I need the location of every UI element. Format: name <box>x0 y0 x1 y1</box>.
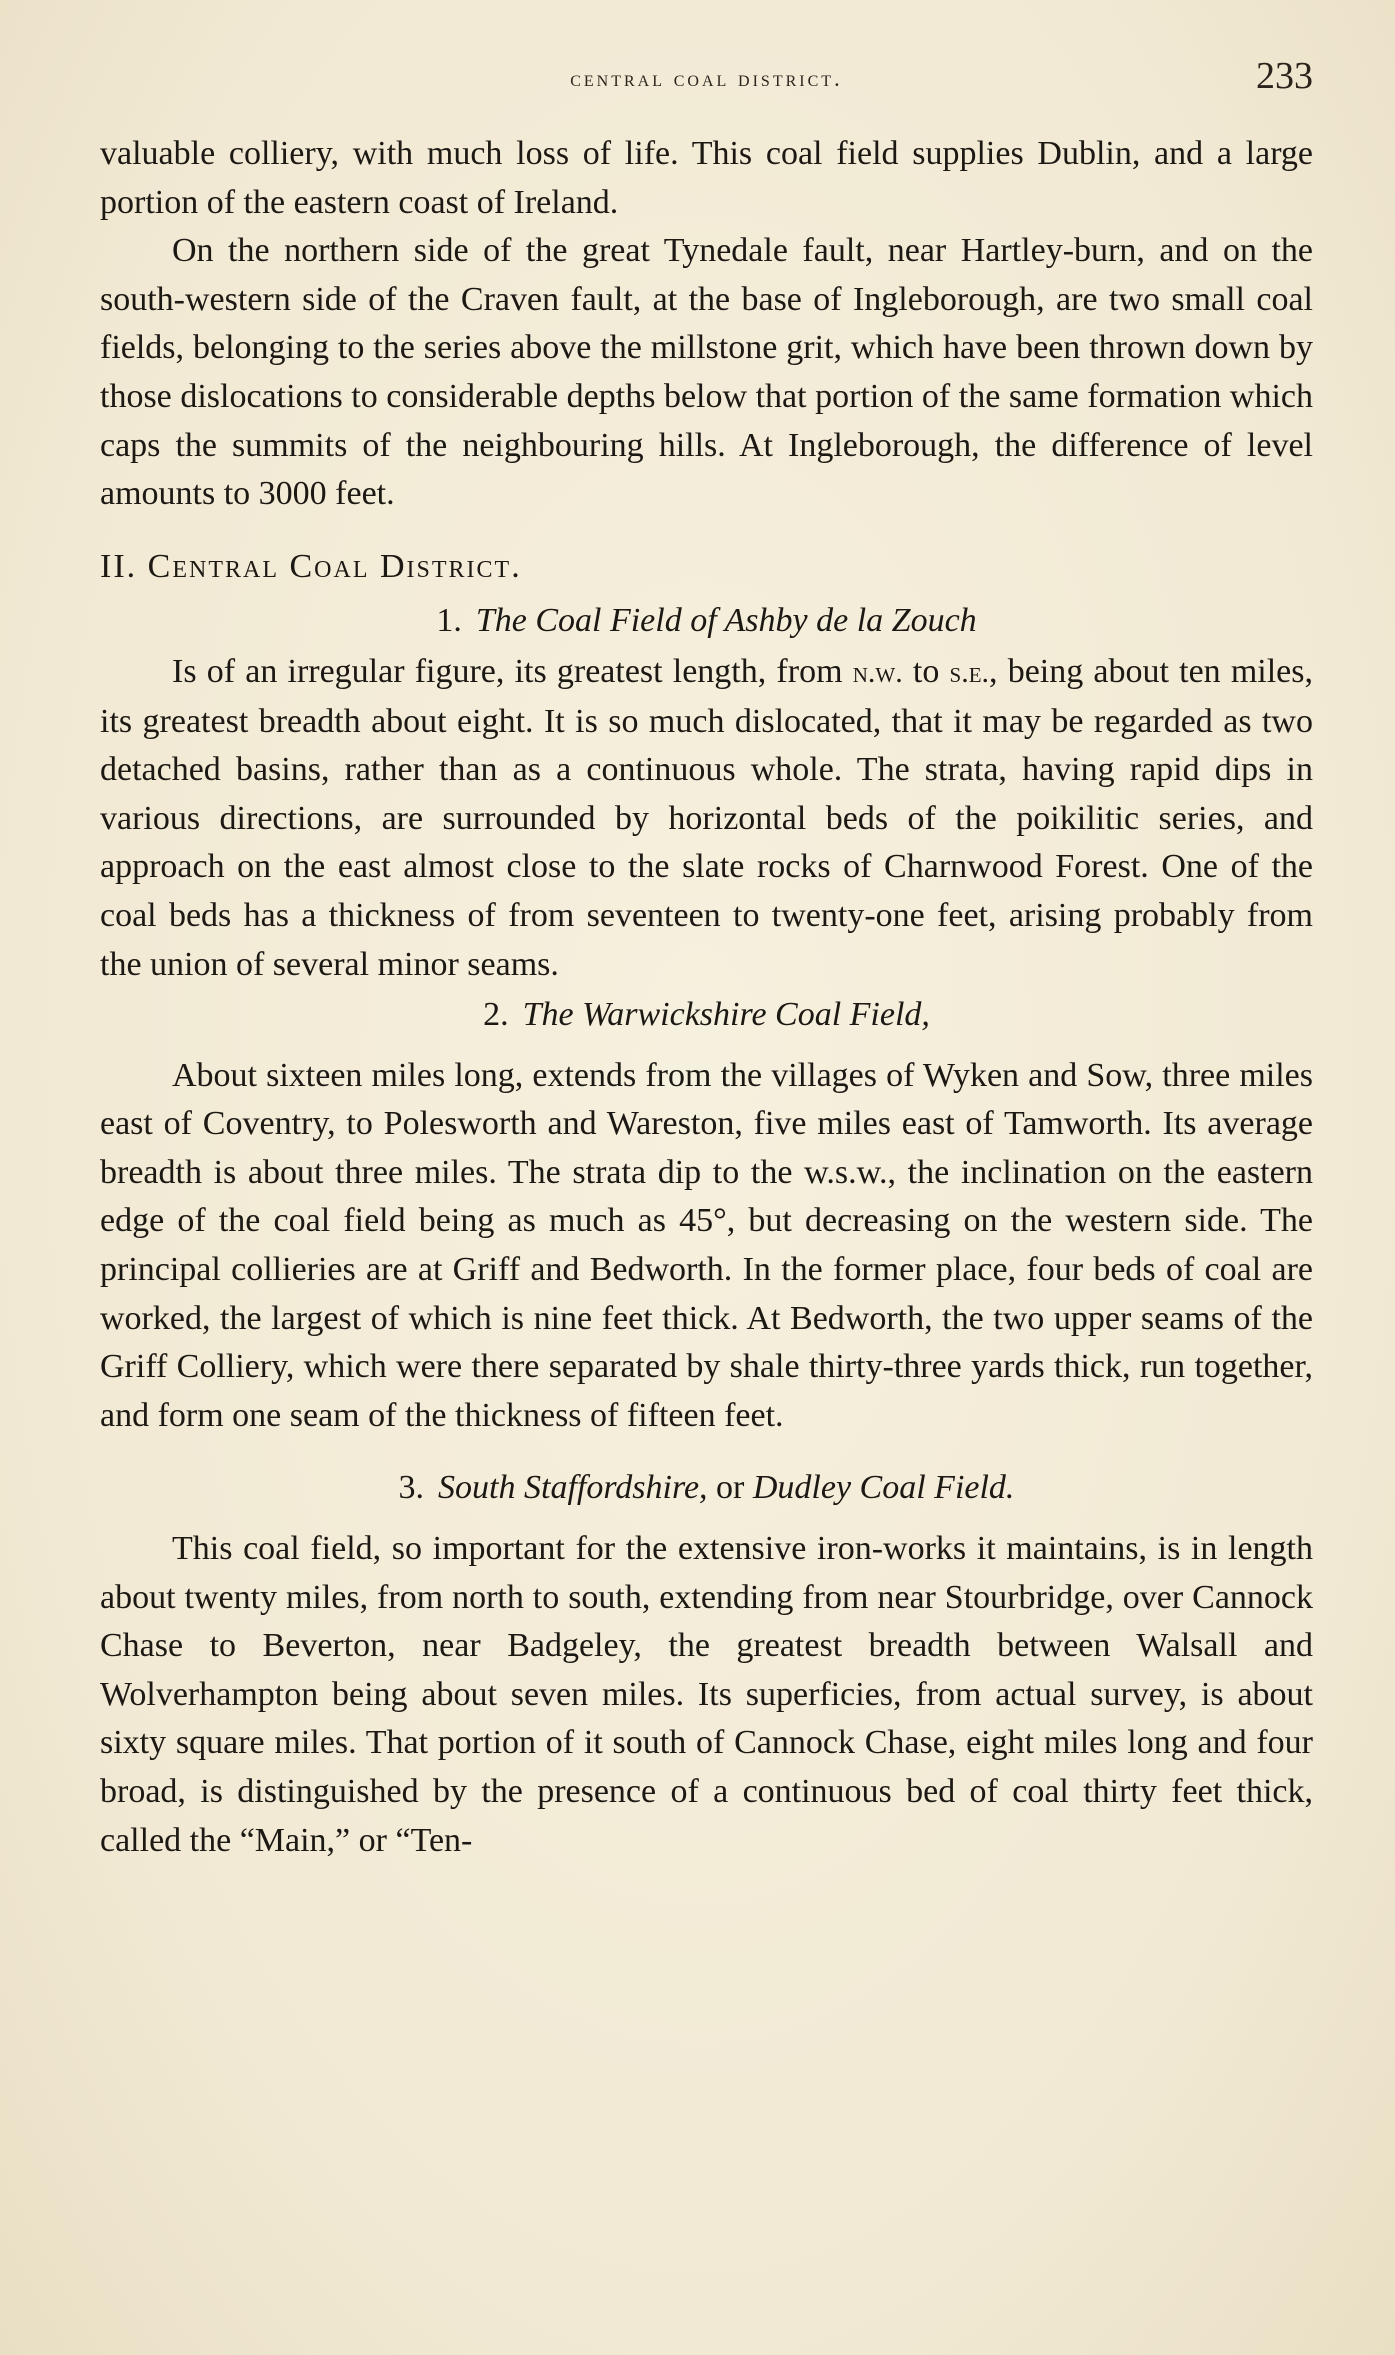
paragraph-staffordshire: This coal field, so important for the extensive iron-works it maintains, is in length about twenty miles, from north to south, extending from near Stourbridge, over Cannock Chase to Beverton, near Badgeley, the greatest breadth between Walsall and Wolverhampton being about seven miles. Its superficies, from actual survey, is about sixty square miles. That portion of it south of Cannock Chase, eight miles long and four broad, is distinguished by the presence of a continuous bed of coal thirty feet thick, called the “Main,” or “Ten- <box>100 1530 1313 1859</box>
direction-se: s.e. <box>949 655 990 689</box>
paragraph-continuation: valuable colliery, with much loss of life. This coal field supplies Dublin, and a large portion of the eastern coast of Ireland. <box>100 135 1313 221</box>
page-header <box>100 50 1313 110</box>
subsection-title: The Coal Field of Ashby de la Zouch <box>475 602 977 640</box>
paragraph-ashby <box>100 648 1313 989</box>
subsection-heading-ashby <box>100 597 1313 646</box>
direction-nw: n.w. <box>852 655 903 689</box>
page-number: 233 <box>1256 55 1313 97</box>
paragraph-tynedale: On the northern side of the great Tynedale fault, near Hartley-burn, and on the south-western side of the Craven fault, at the base of Ingleborough, are two small coal fields, belonging to the series above the millstone grit, which have been thrown down by those dislocations to considerable depths below that portion of the same formation which caps the summits of the neighbouring hills. At Ingleborough, the difference of level amounts to 3000 feet. <box>100 232 1313 513</box>
section-heading-text: II. Central Coal District. <box>100 547 522 585</box>
subsection-heading-warwickshire <box>100 991 1313 1040</box>
ashby-text-before: Is of an irregular figure, its greatest length, from <box>172 652 853 690</box>
ashby-text-mid: to <box>902 652 950 690</box>
subsection-title-part2: Dudley Coal Field. <box>752 1469 1015 1507</box>
section-heading <box>100 543 1313 592</box>
body-text <box>100 130 1313 1865</box>
subsection-number: 3. <box>398 1469 425 1507</box>
subsection-heading-staffordshire <box>100 1464 1313 1513</box>
subsection-title-or: or <box>707 1469 753 1507</box>
subsection-title: The Warwickshire Coal Field, <box>522 996 930 1034</box>
subsection-number: 2. <box>483 996 509 1034</box>
ashby-text-after: , being about ten miles, its greatest breadth about eight. It is so much dislocated, that it may be regarded as two detached basins, rather than as a continuous whole. The strata, having rapid dips in various directions, are surrounded by horizontal beds of the poikilitic series, and approach on the east almost close to the slate rocks of Charnwood Forest. One of the coal beds has a thickness of from seventeen to twenty-one feet, arising probably from the union of several minor seams. <box>100 652 1314 983</box>
subsection-title-part1: South Staffordshire, <box>438 1469 708 1507</box>
running-head: central coal district. <box>570 66 843 91</box>
subsection-number: 1. <box>436 602 462 640</box>
paragraph-warwickshire: About sixteen miles long, extends from the villages of Wyken and Sow, three miles east of Coventry, to Polesworth and Wareston, five miles east of Tamworth. Its average breadth is about three miles. The strata dip to the w.s.w., the inclination on the eastern edge of the coal field being as much as 45°, but decreasing on the western side. The principal collieries are at Griff and Bedworth. In the former place, four beds of coal are worked, the largest of which is nine feet thick. At Bedworth, the two upper seams of the Griff Colliery, which were there separated by shale thirty-three yards thick, run together, and form one seam of the thickness of fifteen feet. <box>100 1056 1313 1434</box>
